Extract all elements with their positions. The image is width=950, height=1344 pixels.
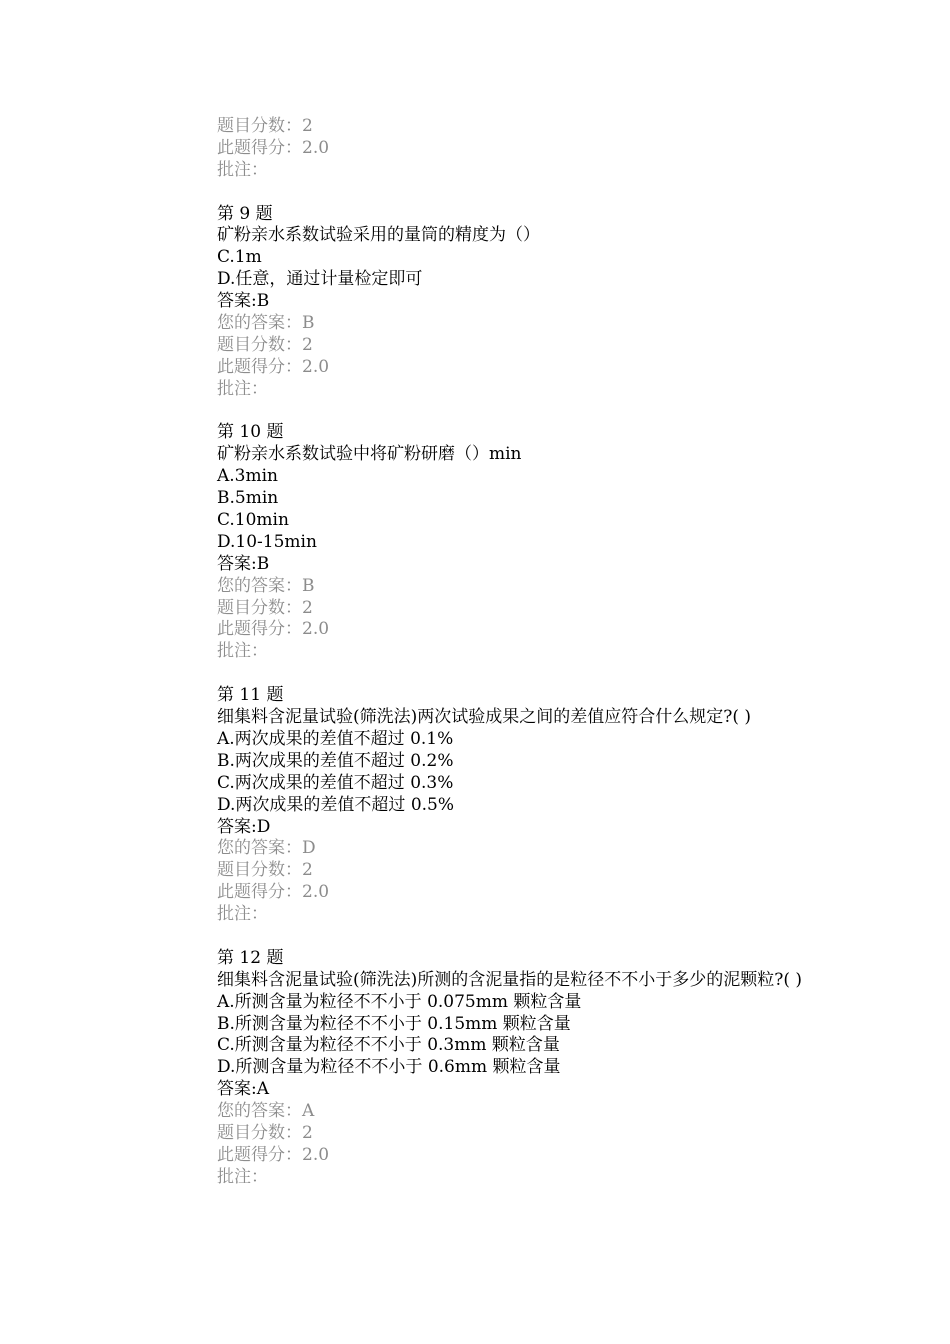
- score-value: 题目分数：2: [217, 597, 313, 618]
- score-value: 题目分数：2: [217, 860, 313, 881]
- your-answer: 您的答案：B: [217, 313, 315, 334]
- comment-label: 批注：: [217, 904, 268, 925]
- question-block: [217, 948, 897, 1189]
- earned-score: 此题得分：2.0: [217, 1144, 330, 1165]
- spacer: [217, 401, 897, 423]
- document-page: [217, 116, 897, 1189]
- earned-score: 此题得分：2.0: [217, 137, 330, 158]
- option: C.10min: [217, 510, 289, 531]
- option: B.两次成果的差值不超过 0.2%: [217, 750, 454, 771]
- correct-answer: 答案:B: [217, 553, 270, 574]
- option: A.所测含量为粒径不不小于 0.075mm 颗粒含量: [217, 991, 582, 1012]
- option: B.所测含量为粒径不不小于 0.15mm 颗粒含量: [217, 1013, 571, 1034]
- question-block: [217, 422, 897, 663]
- option: D.两次成果的差值不超过 0.5%: [217, 794, 455, 815]
- question-text: 矿粉亲水系数试验采用的量筒的精度为（）: [217, 225, 540, 246]
- comment-label: 批注：: [217, 1166, 268, 1187]
- correct-answer: 答案:D: [217, 816, 271, 837]
- spacer: [217, 663, 897, 685]
- previous-question-tail: [217, 116, 897, 182]
- your-answer: 您的答案：A: [217, 1101, 315, 1122]
- earned-score: 此题得分：2.0: [217, 882, 330, 903]
- spacer: [217, 926, 897, 948]
- option: D.10-15min: [217, 531, 317, 552]
- option: C.1m: [217, 247, 262, 268]
- option: C.所测含量为粒径不不小于 0.3mm 颗粒含量: [217, 1035, 560, 1056]
- question-number: 第 12 题: [217, 947, 284, 968]
- question-number: 第 11 题: [217, 685, 284, 706]
- comment-label: 批注：: [217, 159, 268, 180]
- spacer: [217, 182, 897, 204]
- score-value: 题目分数：2: [217, 116, 313, 136]
- comment-label: 批注：: [217, 641, 268, 662]
- correct-answer: 答案:B: [217, 291, 270, 312]
- option: A.两次成果的差值不超过 0.1%: [217, 728, 454, 749]
- option: B.5min: [217, 488, 279, 509]
- question-block: [217, 685, 897, 926]
- question-text: 矿粉亲水系数试验中将矿粉研磨（）min: [217, 444, 522, 465]
- your-answer: 您的答案：D: [217, 838, 316, 859]
- earned-score: 此题得分：2.0: [217, 356, 330, 377]
- question-block: [217, 204, 897, 401]
- earned-score: 此题得分：2.0: [217, 619, 330, 640]
- comment-label: 批注：: [217, 378, 268, 399]
- score-value: 题目分数：2: [217, 1122, 313, 1143]
- option: A.3min: [217, 466, 279, 487]
- option: D.任意，通过计量检定即可: [217, 269, 423, 290]
- question-number: 第 10 题: [217, 422, 284, 443]
- question-text: 细集料含泥量试验(筛洗法)两次试验成果之间的差值应符合什么规定?( ): [217, 707, 752, 728]
- option: D.所测含量为粒径不不小于 0.6mm 颗粒含量: [217, 1057, 561, 1078]
- score-value: 题目分数：2: [217, 334, 313, 355]
- correct-answer: 答案:A: [217, 1079, 270, 1100]
- question-text: 细集料含泥量试验(筛洗法)所测的含泥量指的是粒径不不小于多少的泥颗粒?( ): [217, 969, 803, 990]
- your-answer: 您的答案：B: [217, 575, 315, 596]
- option: C.两次成果的差值不超过 0.3%: [217, 772, 454, 793]
- question-number: 第 9 题: [217, 203, 273, 224]
